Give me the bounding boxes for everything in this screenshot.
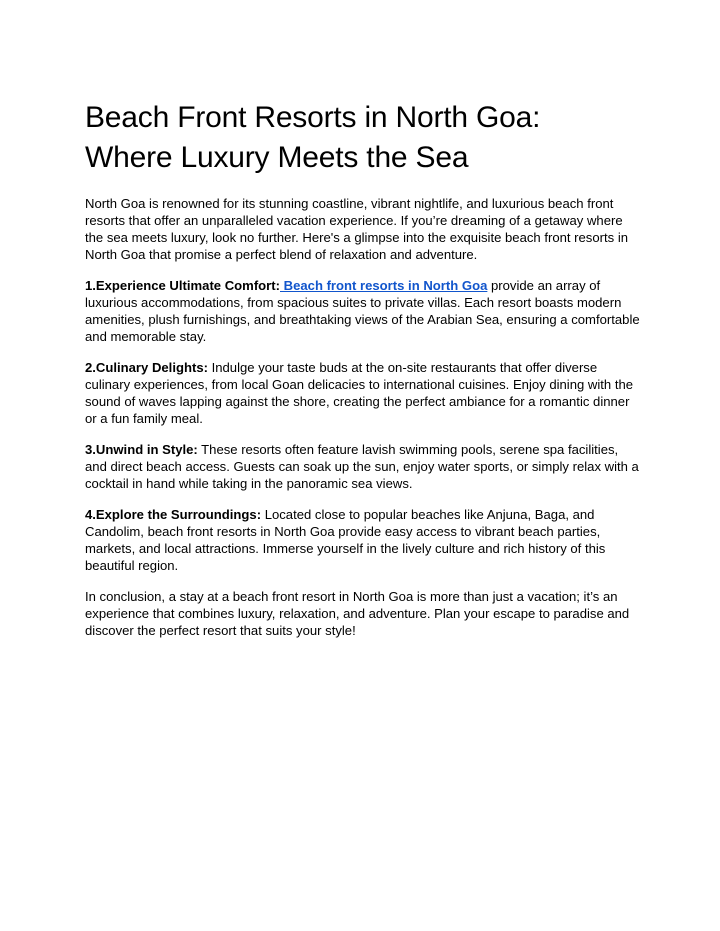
section-explore-body: Located close to popular beaches like Anjuna, Baga, and Candolim, beach front resorts in North Goa provide easy access to vibrant beach parties, markets, and local attractions. Immerse yourself in the lively culture and rich history of this beautiful region. bbox=[85, 507, 606, 573]
document-content bbox=[85, 98, 640, 639]
section-culinary-heading: 2.Culinary Delights: bbox=[85, 360, 208, 375]
document-title bbox=[85, 98, 640, 178]
section-explore-heading: 4.Explore the Surroundings: bbox=[85, 507, 262, 522]
section-unwind-body: These resorts often feature lavish swimming pools, serene spa facilities, and direct beach access. Guests can soak up the sun, enjoy water sports, or simply relax with a cocktail in hand while taking in the panoramic sea views. bbox=[85, 442, 639, 491]
section-culinary-body: Indulge your taste buds at the on-site restaurants that offer diverse culinary experiences, from local Goan delicacies to international cuisines. Enjoy dining with the sound of waves lapping against the shore, creating the perfect ambiance for a romantic dinner or a fun family meal. bbox=[85, 360, 634, 426]
beach-front-resorts-link[interactable]: Beach front resorts in North Goa bbox=[280, 278, 488, 293]
title-line-1: Beach Front Resorts in North Goa: bbox=[85, 101, 541, 134]
section-comfort bbox=[85, 277, 640, 345]
section-comfort-heading: 1.Experience Ultimate Comfort: bbox=[85, 278, 280, 293]
section-unwind bbox=[85, 441, 640, 492]
section-comfort-body: provide an array of luxurious accommodations, from spacious suites to private villas. Each resort boasts modern amenities, plush furnishings, and breathtaking views of the Arabian Sea, ensuring a comfortable and memorable stay. bbox=[85, 278, 640, 344]
conclusion-paragraph: In conclusion, a stay at a beach front resort in North Goa is more than just a vacation; it’s an experience that combines luxury, relaxation, and adventure. Plan your escape to paradise and discover the perfect resort that suits your style! bbox=[85, 589, 630, 638]
section-unwind-heading: 3.Unwind in Style: bbox=[85, 442, 198, 457]
title-line-2: Where Luxury Meets the Sea bbox=[85, 141, 469, 174]
section-culinary bbox=[85, 359, 640, 427]
section-explore bbox=[85, 506, 640, 574]
intro-paragraph: North Goa is renowned for its stunning coastline, vibrant nightlife, and luxurious beach front resorts that offer an unparalleled vacation experience. If you’re dreaming of a getaway where the sea meets luxury, look no further. Here's a glimpse into the exquisite beach front resorts in North Goa that promise a perfect blend of relaxation and adventure. bbox=[85, 196, 629, 262]
